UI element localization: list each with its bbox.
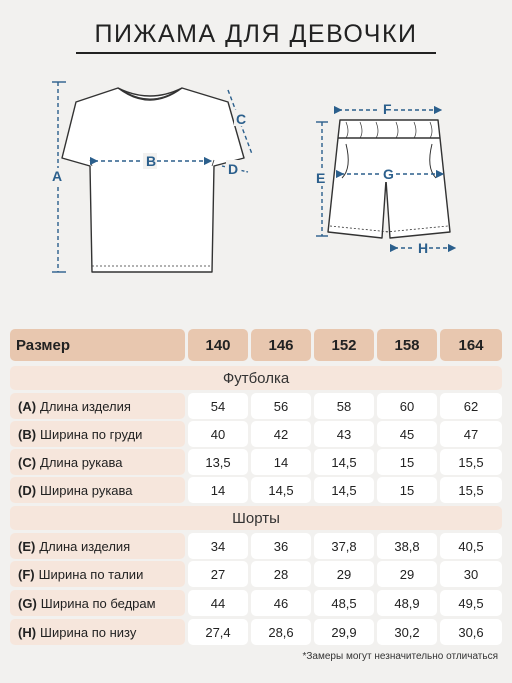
table-cell: 54 — [188, 393, 248, 419]
table-cell: 29,9 — [314, 619, 374, 645]
page-title: ПИЖАМА ДЛЯ ДЕВОЧКИ — [94, 20, 418, 48]
table-cell: 30,2 — [377, 619, 437, 645]
table-cell: 43 — [314, 421, 374, 447]
size-header-row — [10, 329, 502, 361]
table-cell: 29 — [314, 561, 374, 587]
table-cell: 15 — [377, 449, 437, 475]
table-cell: 27,4 — [188, 619, 248, 645]
title-underline — [76, 52, 436, 54]
table-cell: 44 — [188, 590, 248, 616]
size-158: 158 — [377, 329, 437, 361]
table-row — [10, 393, 502, 419]
size-164: 164 — [440, 329, 502, 361]
table-cell: 30 — [440, 561, 502, 587]
table-cell: 42 — [251, 421, 311, 447]
dim-label-e: E — [316, 170, 326, 186]
table-cell: 13,5 — [188, 449, 248, 475]
table-row — [10, 619, 502, 645]
table-cell: 37,8 — [314, 533, 374, 559]
dim-label-g: G — [383, 166, 394, 182]
table-row — [10, 590, 502, 616]
size-140: 140 — [188, 329, 248, 361]
table-cell: 15 — [377, 477, 437, 503]
row-label-text: Длина рукава — [40, 454, 123, 470]
table-cell: 60 — [377, 393, 437, 419]
row-label-text: Длина изделия — [40, 398, 131, 414]
table-cell: 28 — [251, 561, 311, 587]
dim-label-b: B — [146, 153, 157, 169]
row-label — [10, 393, 185, 419]
size-146: 146 — [251, 329, 311, 361]
table-cell: 14,5 — [314, 477, 374, 503]
table-cell: 14,5 — [314, 449, 374, 475]
row-label — [10, 477, 185, 503]
table-cell: 15,5 — [440, 449, 502, 475]
table-cell: 45 — [377, 421, 437, 447]
row-code: (H) — [18, 624, 37, 640]
table-row — [10, 533, 502, 559]
table-cell: 14 — [251, 449, 311, 475]
table-cell: 27 — [188, 561, 248, 587]
row-label-text: Ширина по талии — [38, 566, 144, 582]
table-cell: 49,5 — [440, 590, 502, 616]
row-label — [10, 561, 185, 587]
dim-label-d: D — [228, 161, 239, 177]
table-cell: 29 — [377, 561, 437, 587]
header-label: Размер — [10, 329, 185, 361]
garment-diagram — [0, 60, 512, 330]
size-152: 152 — [314, 329, 374, 361]
table-cell: 38,8 — [377, 533, 437, 559]
row-label — [10, 449, 185, 475]
row-code: (B) — [18, 426, 37, 442]
row-code: (E) — [18, 538, 36, 554]
dim-label-h: H — [418, 240, 429, 256]
row-label-text: Длина изделия — [39, 538, 131, 554]
table-cell: 40 — [188, 421, 248, 447]
table-row — [10, 561, 502, 587]
row-code: (C) — [18, 454, 37, 470]
table-cell: 14,5 — [251, 477, 311, 503]
row-code: (D) — [18, 482, 37, 498]
table-cell: 40,5 — [440, 533, 502, 559]
table-cell: 62 — [440, 393, 502, 419]
row-label — [10, 533, 185, 559]
row-label — [10, 619, 185, 645]
row-label-text: Ширина по груди — [40, 426, 143, 442]
table-row — [10, 449, 502, 475]
table-cell: 48,9 — [377, 590, 437, 616]
table-cell: 56 — [251, 393, 311, 419]
dim-label-c: C — [236, 111, 247, 127]
row-label-text: Ширина рукава — [40, 482, 133, 498]
dim-label-f: F — [383, 101, 392, 117]
row-label — [10, 590, 185, 616]
table-cell: 46 — [251, 590, 311, 616]
table-cell: 14 — [188, 477, 248, 503]
table-row — [10, 477, 502, 503]
section-title-tshirt: Футболка — [10, 366, 502, 390]
row-code: (G) — [18, 595, 37, 611]
row-label-text: Ширина по бедрам — [40, 595, 156, 611]
table-cell: 28,6 — [251, 619, 311, 645]
dim-label-a: A — [52, 168, 63, 184]
footnote: *Замеры могут незначительно отличаться — [302, 651, 498, 662]
table-cell: 36 — [251, 533, 311, 559]
table-cell: 47 — [440, 421, 502, 447]
table-cell: 15,5 — [440, 477, 502, 503]
row-label-text: Ширина по низу — [40, 624, 137, 640]
table-cell: 58 — [314, 393, 374, 419]
table-row — [10, 421, 502, 447]
table-cell: 34 — [188, 533, 248, 559]
table-cell: 30,6 — [440, 619, 502, 645]
table-cell: 48,5 — [314, 590, 374, 616]
section-title-shorts: Шорты — [10, 506, 502, 530]
row-code: (A) — [18, 398, 37, 414]
tshirt-drawing — [62, 88, 247, 272]
row-label — [10, 421, 185, 447]
row-code: (F) — [18, 566, 35, 582]
